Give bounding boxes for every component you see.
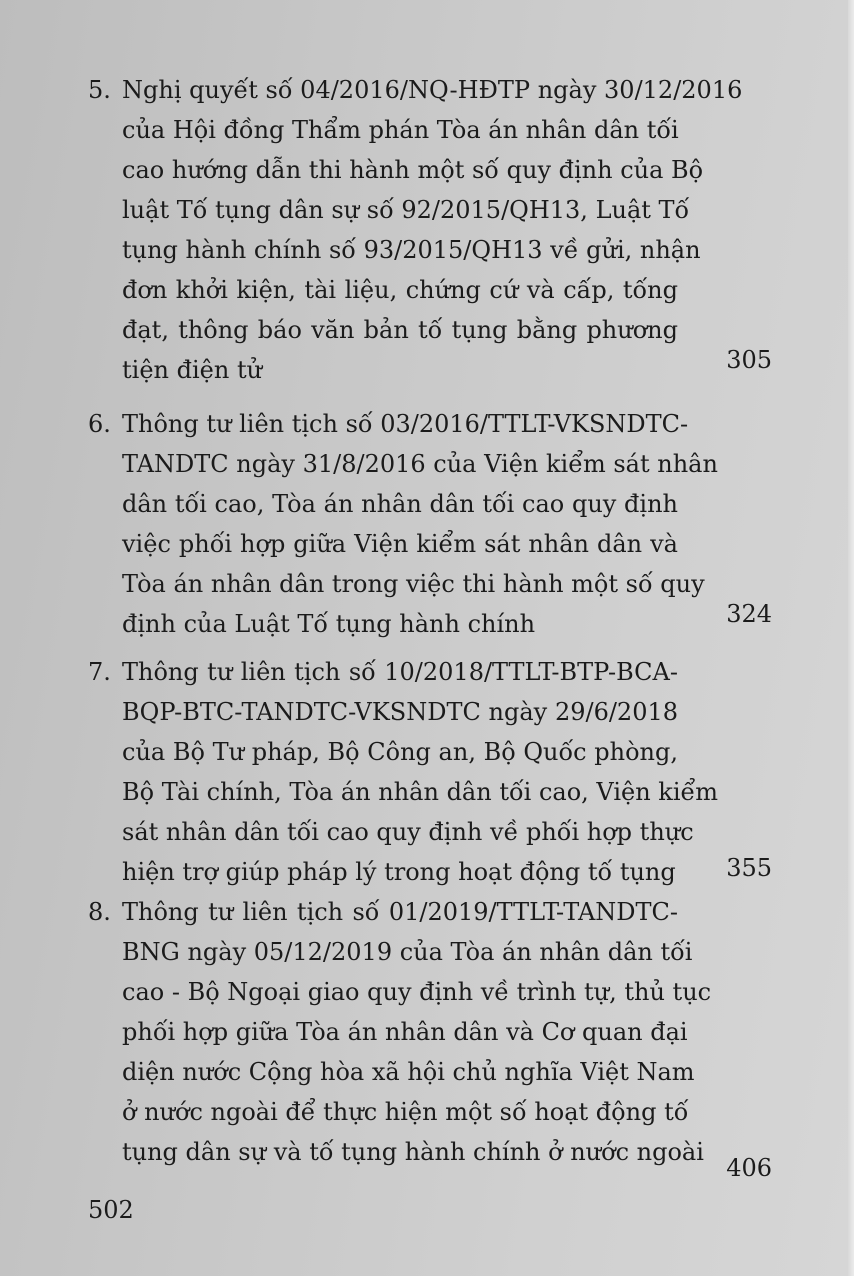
entry-line: dân tối cao, Tòa án nhân dân tối cao quy định: [122, 490, 678, 518]
entry-line: cao - Bộ Ngoại giao quy định về trình tự, thủ tục: [122, 978, 712, 1006]
entry-line: diện nước Cộng hòa xã hội chủ nghĩa Việt Nam: [122, 1058, 695, 1086]
folio-page-number: 502: [88, 1196, 134, 1224]
entry-line: cao hướng dẫn thi hành một số quy định của Bộ: [122, 156, 704, 184]
entry-line: tụng dân sự và tố tụng hành chính ở nước ngoài: [122, 1138, 704, 1166]
entry-line: Bộ Tài chính, Tòa án nhân dân tối cao, Viện kiểm: [122, 778, 719, 806]
entry-line: Tòa án nhân dân trong việc thi hành một số quy: [122, 570, 705, 598]
entry-line: BQP-BTC-TANDTC-VKSNDTC ngày 29/6/2018: [122, 698, 678, 726]
entry-line: đạt, thông báo văn bản tố tụng bằng phương: [122, 316, 678, 344]
page-number: 305: [726, 346, 772, 374]
entry-line: ở nước ngoài để thực hiện một số hoạt động tố: [122, 1098, 689, 1126]
page-number: 406: [726, 1154, 772, 1182]
entry-line: định của Luật Tố tụng hành chính: [122, 610, 536, 638]
entry-line: của Bộ Tư pháp, Bộ Công an, Bộ Quốc phòng,: [122, 738, 678, 766]
entry-number: 6.: [88, 410, 111, 438]
entry-line: phối hợp giữa Tòa án nhân dân và Cơ quan đại: [122, 1018, 688, 1046]
entry-number: 8.: [88, 898, 111, 926]
entry-line: Thông tư liên tịch số 01/2019/TTLT-TANDTC-: [122, 898, 678, 926]
page-edge: [848, 0, 854, 1276]
entry-line: tiện điện tử: [122, 356, 263, 384]
entry-number: 5.: [88, 76, 111, 104]
entry-line: việc phối hợp giữa Viện kiểm sát nhân dân và: [122, 530, 678, 558]
entry-line: sát nhân dân tối cao quy định về phối hợp thực: [122, 818, 694, 846]
entry-line: BNG ngày 05/12/2019 của Tòa án nhân dân tối: [122, 938, 693, 966]
entry-line: TANDTC ngày 31/8/2016 của Viện kiểm sát nhân: [122, 450, 718, 478]
entry-line: hiện trợ giúp pháp lý trong hoạt động tố tụng: [122, 858, 676, 886]
entry-line: của Hội đồng Thẩm phán Tòa án nhân dân tối: [122, 116, 679, 144]
page-number: 355: [726, 854, 772, 882]
entry-line: Nghị quyết số 04/2016/NQ-HĐTP ngày 30/12/2016: [122, 76, 743, 104]
entry-number: 7.: [88, 658, 111, 686]
entry-line: tụng hành chính số 93/2015/QH13 về gửi, nhận: [122, 236, 701, 264]
page-number: 324: [726, 600, 772, 628]
entry-line: luật Tố tụng dân sự số 92/2015/QH13, Luật Tố: [122, 196, 690, 224]
entry-line: Thông tư liên tịch số 03/2016/TTLT-VKSNDTC-: [122, 410, 689, 438]
entry-line: đơn khởi kiện, tài liệu, chứng cứ và cấp, tống: [122, 276, 678, 304]
entry-line: Thông tư liên tịch số 10/2018/TTLT-BTP-BCA-: [122, 658, 678, 686]
